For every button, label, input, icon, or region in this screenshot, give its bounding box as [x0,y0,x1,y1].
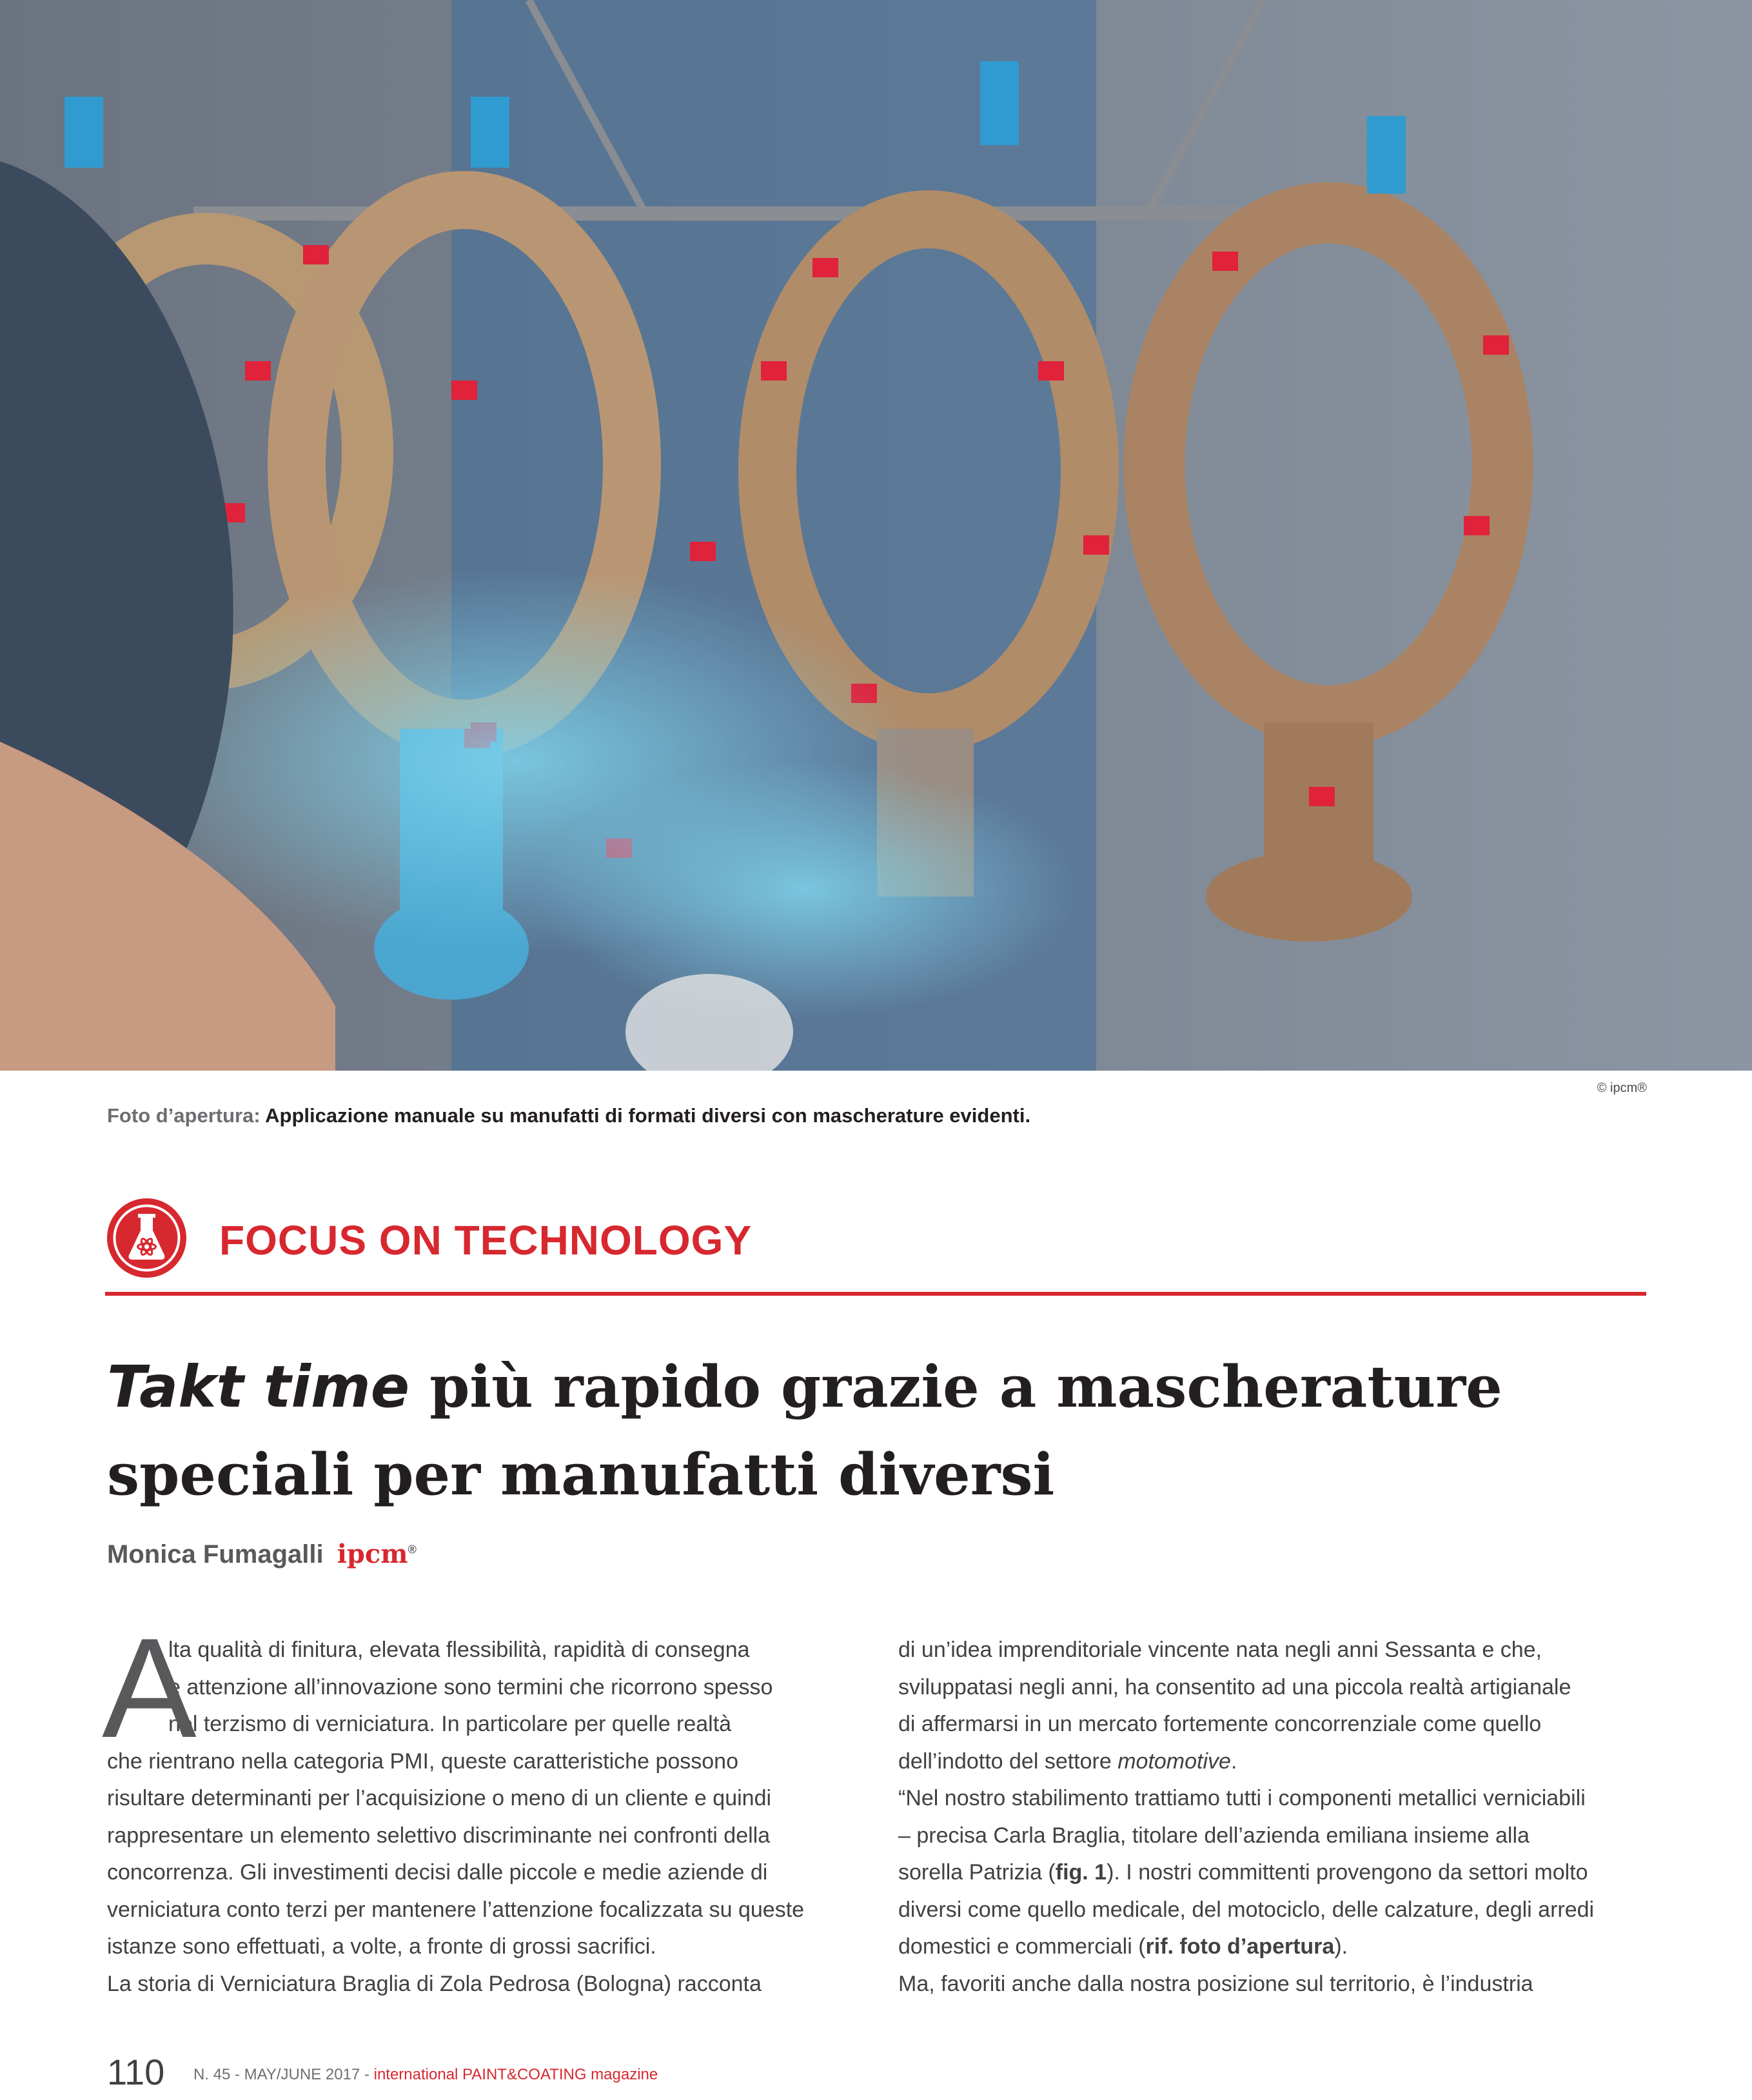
registered-mark: ® [408,1543,417,1556]
organization-logo: ipcm [337,1539,408,1569]
body-line: e attenzione all’innovazione sono termini che ricorrono spesso [168,1674,773,1699]
body-line: istanze sono effettuati, a volte, a fronte di grossi sacrifici. [107,1934,656,1959]
text-run: domestici e commerciali ( [898,1934,1146,1959]
section-title: FOCUS ON TECHNOLOGY [219,1217,753,1263]
body-line [898,1743,1659,1781]
text-run: dell’indotto del settore [898,1748,1118,1774]
body-line: verniciatura conto terzi per mantenere l’attenzione focalizzata su queste [107,1897,805,1922]
body-line: risultare determinanti per l’acquisizione o meno di un cliente e quindi [107,1786,772,1810]
flask-atom-icon [107,1198,186,1278]
caption-lead: Foto d’apertura: [107,1104,261,1127]
page-number: 110 [107,2052,165,2092]
body-line [898,1854,1659,1892]
photo-reference: rif. foto d’apertura [1145,1934,1335,1959]
headline-line1: più rapido grazie a mascherature [429,1352,1502,1420]
text-run: ). I nostri committenti provengono da settori molto [1107,1860,1588,1885]
issue-info: N. 45 - MAY/JUNE 2017 - [193,2066,369,2083]
figure-reference: fig. 1 [1055,1860,1107,1885]
body-line: Ma, favoriti anche dalla nostra posizione sul territorio, è l’industria [898,1971,1533,1996]
italic-term: motomotive [1117,1748,1231,1774]
body-line: che rientrano nella categoria PMI, queste caratteristiche possono [107,1748,738,1774]
text-run: ). [1334,1934,1348,1959]
caption-text: Applicazione manuale su manufatti di formati diversi con mascherature evidenti. [265,1104,1031,1127]
text-run: sorella Patrizia ( [898,1860,1056,1885]
photo-caption [107,1104,1030,1127]
body-line: La storia di Verniciatura Braglia di Zola Pedrosa (Bologna) racconta [107,1971,762,1996]
body-line: concorrenza. Gli investimenti decisi dalle piccole e medie aziende di [107,1860,768,1885]
magazine-name: international PAINT&COATING magazine [373,2066,658,2083]
body-column-1 [102,1609,868,2003]
section-divider [105,1292,1646,1296]
body-line: nel terzismo di verniciatura. In particolare per quelle realtà [168,1712,732,1736]
body-column-2 [898,1632,1659,2003]
page-footer [107,2051,658,2093]
section-heading [105,1198,1646,1296]
body-line: diversi come quello medicale, del motociclo, delle calzature, degli arredi [898,1897,1595,1922]
body-line: lta qualità di finitura, elevata flessibilità, rapidità di consegna [168,1638,750,1662]
body-line: “Nel nostro stabilimento trattiamo tutti i componenti metallici verniciabili [898,1786,1586,1810]
headline-line2: speciali per manufatti diversi [107,1440,1055,1508]
body-line: sviluppatasi negli anni, ha consentito ad una piccola realtà artigianale [898,1674,1571,1699]
article-headline [107,1343,1668,1518]
body-line: rappresentare un elemento selettivo discriminante nei confronti della [107,1823,771,1848]
headline-italic: Takt time [107,1353,410,1420]
body-line: di un’idea imprenditoriale vincente nata negli anni Sessanta e che, [898,1638,1542,1662]
body-line: – precisa Carla Braglia, titolare dell’azienda emiliana insieme alla [898,1823,1530,1848]
byline [107,1539,417,1569]
body-line: di affermarsi in un mercato fortemente concorrenziale come quello [898,1712,1542,1736]
author-name: Monica Fumagalli [107,1540,324,1569]
body-line [898,1928,1659,1966]
drop-cap: A [102,1609,197,1767]
photo-credit: © ipcm® [1597,1081,1647,1095]
text-run: . [1230,1748,1237,1774]
